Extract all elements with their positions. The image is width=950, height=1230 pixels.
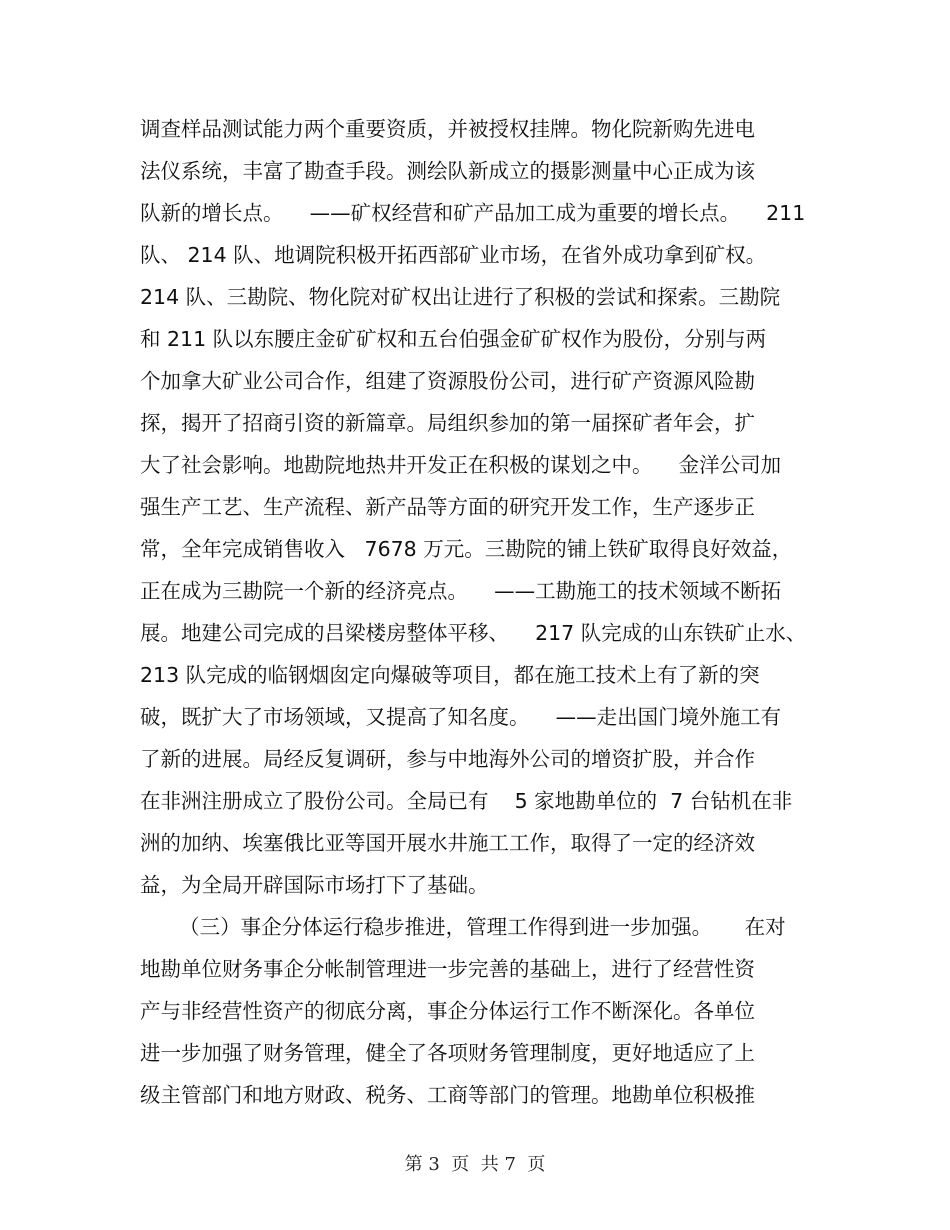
text-line: 调查样品测试能力两个重要资质，并被授权挂牌。物化院新购先进电 — [140, 117, 755, 141]
text-line: 展。地建公司完成的吕梁楼房整体平移、 217 队完成的山东铁矿止水、 — [140, 621, 807, 645]
page-number-footer: 第 3 页 共 7 页 — [404, 1154, 546, 1175]
text-line: 了新的进展。局经反复调研，参与中地海外公司的增资扩股，并合作 — [140, 747, 755, 771]
text-line: 探，揭开了招商引资的新篇章。局组织参加的第一届探矿者年会，扩 — [140, 411, 755, 435]
text-line: 在非洲注册成立了股份公司。全局已有 5 家地勘单位的 7 台钻机在非 — [140, 789, 793, 813]
text-line: 进一步加强了财务管理，健全了各项财务管理制度，更好地适应了上 — [140, 1041, 755, 1065]
text-line: 和 211 队以东腰庄金矿矿权和五台伯强金矿矿权作为股份，分别与两 — [140, 327, 767, 351]
section-heading-line: （三）事企分体运行稳步推进，管理工作得到进一步加强。 在对 — [140, 915, 786, 939]
text-line: 产与非经营性资产的彻底分离，事企分体运行工作不断深化。各单位 — [140, 999, 755, 1023]
text-line: 益，为全局开辟国际市场打下了基础。 — [140, 873, 489, 897]
text-line: 常，全年完成销售收入 7678 万元。三勘院的铺上铁矿取得良好效益， — [140, 537, 793, 561]
text-line: 级主管部门和地方财政、税务、工商等部门的管理。地勘单位积极推 — [140, 1083, 755, 1107]
text-line: 大了社会影响。地勘院地热井开发正在积极的谋划之中。 金洋公司加 — [140, 453, 782, 477]
text-line: 地勘单位财务事企分帐制管理进一步完善的基础上，进行了经营性资 — [140, 957, 755, 981]
text-line: 法仪系统，丰富了勘查手段。测绘队新成立的摄影测量中心正成为该 — [140, 159, 755, 183]
text-line: 正在成为三勘院一个新的经济亮点。 ——工勘施工的技术领域不断拓 — [140, 579, 782, 603]
text-line: 队、 214 队、地调院积极开拓西部矿业市场，在省外成功拿到矿权。 — [140, 243, 767, 267]
text-line: 213 队完成的临钢烟囱定向爆破等项目，都在施工技术上有了新的突 — [140, 663, 760, 687]
text-line: 洲的加纳、埃塞俄比亚等国开展水井施工工作，取得了一定的经济效 — [140, 831, 755, 855]
text-line: 214 队、三勘院、物化院对矿权出让进行了积极的尝试和探索。三勘院 — [140, 285, 781, 309]
text-line: 队新的增长点。 ——矿权经营和矿产品加工成为重要的增长点。 211 — [140, 201, 806, 225]
text-line: 强生产工艺、生产流程、新产品等方面的研究开发工作，生产逐步正 — [140, 495, 755, 519]
text-line: 破，既扩大了市场领域，又提高了知名度。 ——走出国门境外施工有 — [140, 705, 782, 729]
body-text — [140, 108, 820, 1116]
text-line: 个加拿大矿业公司合作，组建了资源股份公司，进行矿产资源风险勘 — [140, 369, 755, 393]
